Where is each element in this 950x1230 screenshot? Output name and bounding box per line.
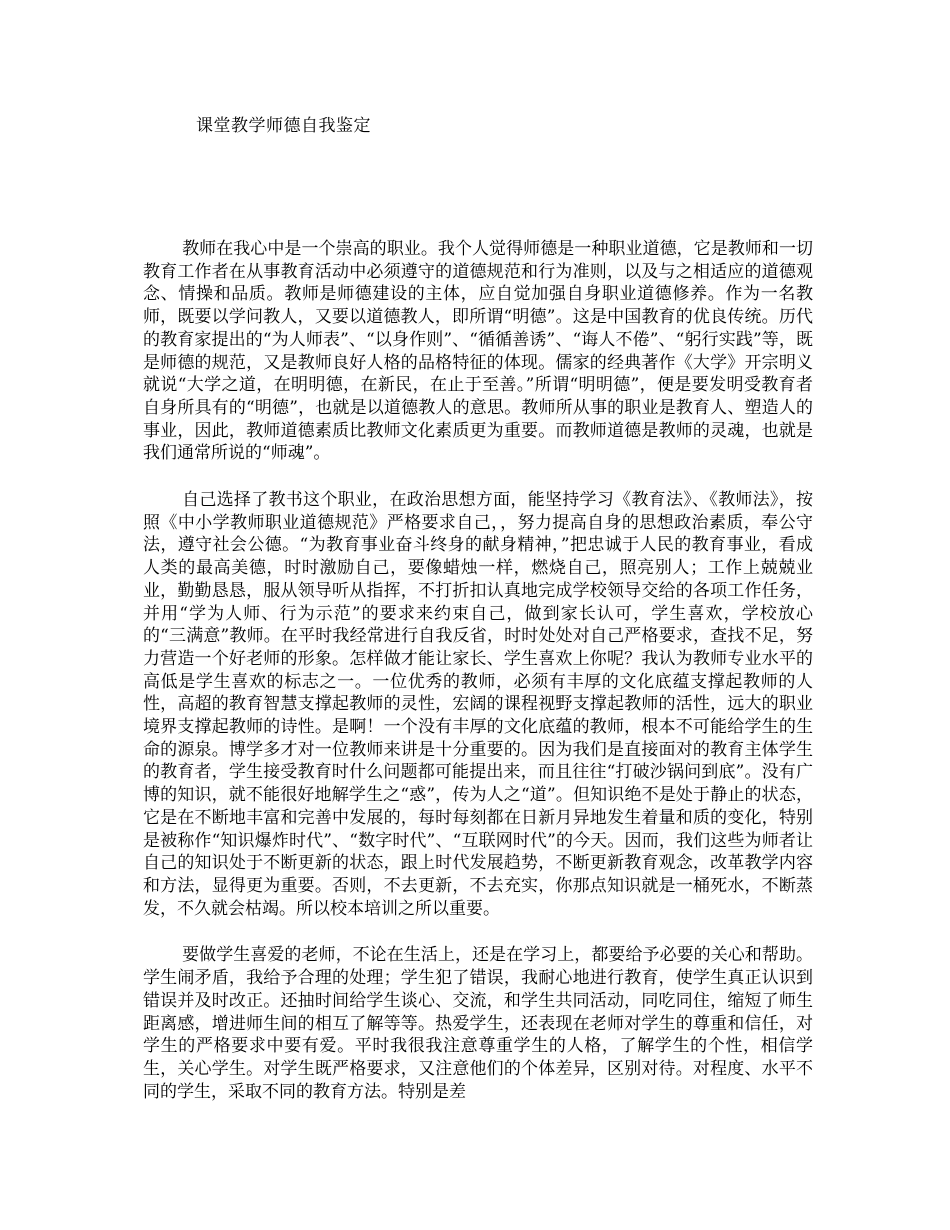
paragraph-1: 教师在我心中是一个崇高的职业。我个人觉得师德是一种职业道德，它是教师和一切教育工作者在从事教育活动中必须遵守的道德规范和行为准则，以及与之相适应的道德观念、情操和品质。教师是师德建设的主体，应自觉加强自身职业道德修养。作为一名教师，既要以学问教人，又要以道德教人，即所谓“明德”。这是中国教育的优良传统。历代的教育家提出的“为人师表”、“以身作则”、“循循善诱”、“诲人不倦”、“躬行实践”等，既是师德的规范，又是教师良好人格的品格特征的体现。儒家的经典著作《大学》开宗明义就说“大学之道，在明明德，在新民，在止于至善。”所谓“明明德”，便是要发明受教育者自身所具有的“明德”，也就是以道德教人的意思。教师所从事的职业是教育人、塑造人的事业，因此，教师道德素质比教师文化素质更为重要。而教师道德是教师的灵魂，也就是我们通常所说的“师魂”。: [143, 239, 813, 464]
paragraph-2: 自己选择了教书这个职业，在政治思想方面，能坚持学习《教育法》、《教师法》，按照《中小学教师职业道德规范》严格要求自己，，努力提高自身的思想政治素质，奉公守法，遵守社会公德。“为教育事业奋斗终身的献身精神，”把忠诚于人民的教育事业，看成人类的最高美德，时时激励自己，要像蜡烛一样，燃烧自己，照亮别人；工作上兢兢业业，勤勤恳恳，服从领导听从指挥，不打折扣认真地完成学校领导交给的各项工作任务，并用“学为人师、行为示范”的要求来约束自己，做到家长认可，学生喜欢，学校放心的“三满意”教师。在平时我经常进行自我反省，时时处处对自己严格要求，查找不足，努力营造一个好老师的形象。怎样做才能让家长、学生喜欢上你呢？我认为教师专业水平的高低是学生喜欢的标志之一。一位优秀的教师，必须有丰厚的文化底蕴支撑起教师的人性，高超的教育智慧支撑起教师的灵性，宏阔的课程视野支撑起教师的活性，远大的职业境界支撑起教师的诗性。是啊！一个没有丰厚的文化底蕴的教师，根本不可能给学生的生命的源泉。博学多才对一位教师来讲是十分重要的。因为我们是直接面对的教育主体学生的教育者，学生接受教育时什么问题都可能提出来，而且往往“打破沙锅问到底”。没有广博的知识，就不能很好地解学生之“惑”，传为人之“道”。但知识绝不是处于静止的状态，它是在不断地丰富和完善中发展的，每时每刻都在日新月异地发生着量和质的变化，特别是被称作“知识爆炸时代”、“数字时代”、“互联网时代”的今天。因而，我们这些为师者让自己的知识处于不断更新的状态，跟上时代发展趋势，不断更新教育观念，改革教学内容和方法，显得更为重要。否则，不去更新，不去充实，你那点知识就是一桶死水，不断蒸发，不久就会枯竭。所以校本培训之所以重要。: [143, 490, 813, 919]
paragraph-3: 要做学生喜爱的老师，不论在生活上，还是在学习上，都要给予必要的关心和帮助。学生闹矛盾，我给予合理的处理；学生犯了错误，我耐心地进行教育，使学生真正认识到错误并及时改正。还抽时间给学生谈心、交流，和学生共同活动，同吃同住，缩短了师生距离感，增进师生间的相互了解等等。热爱学生，还表现在老师对学生的尊重和信任，对学生的严格要求中要有爱。平时我很我注意尊重学生的人格，了解学生的个性，相信学生，关心学生。对学生既严格要求，又注意他们的个体差异，区别对待。对程度、水平不同的学生，采取不同的教育方法。特别是差: [143, 945, 813, 1102]
document-body: [143, 238, 813, 1127]
document-title: 课堂教学师德自我鉴定: [196, 116, 371, 136]
